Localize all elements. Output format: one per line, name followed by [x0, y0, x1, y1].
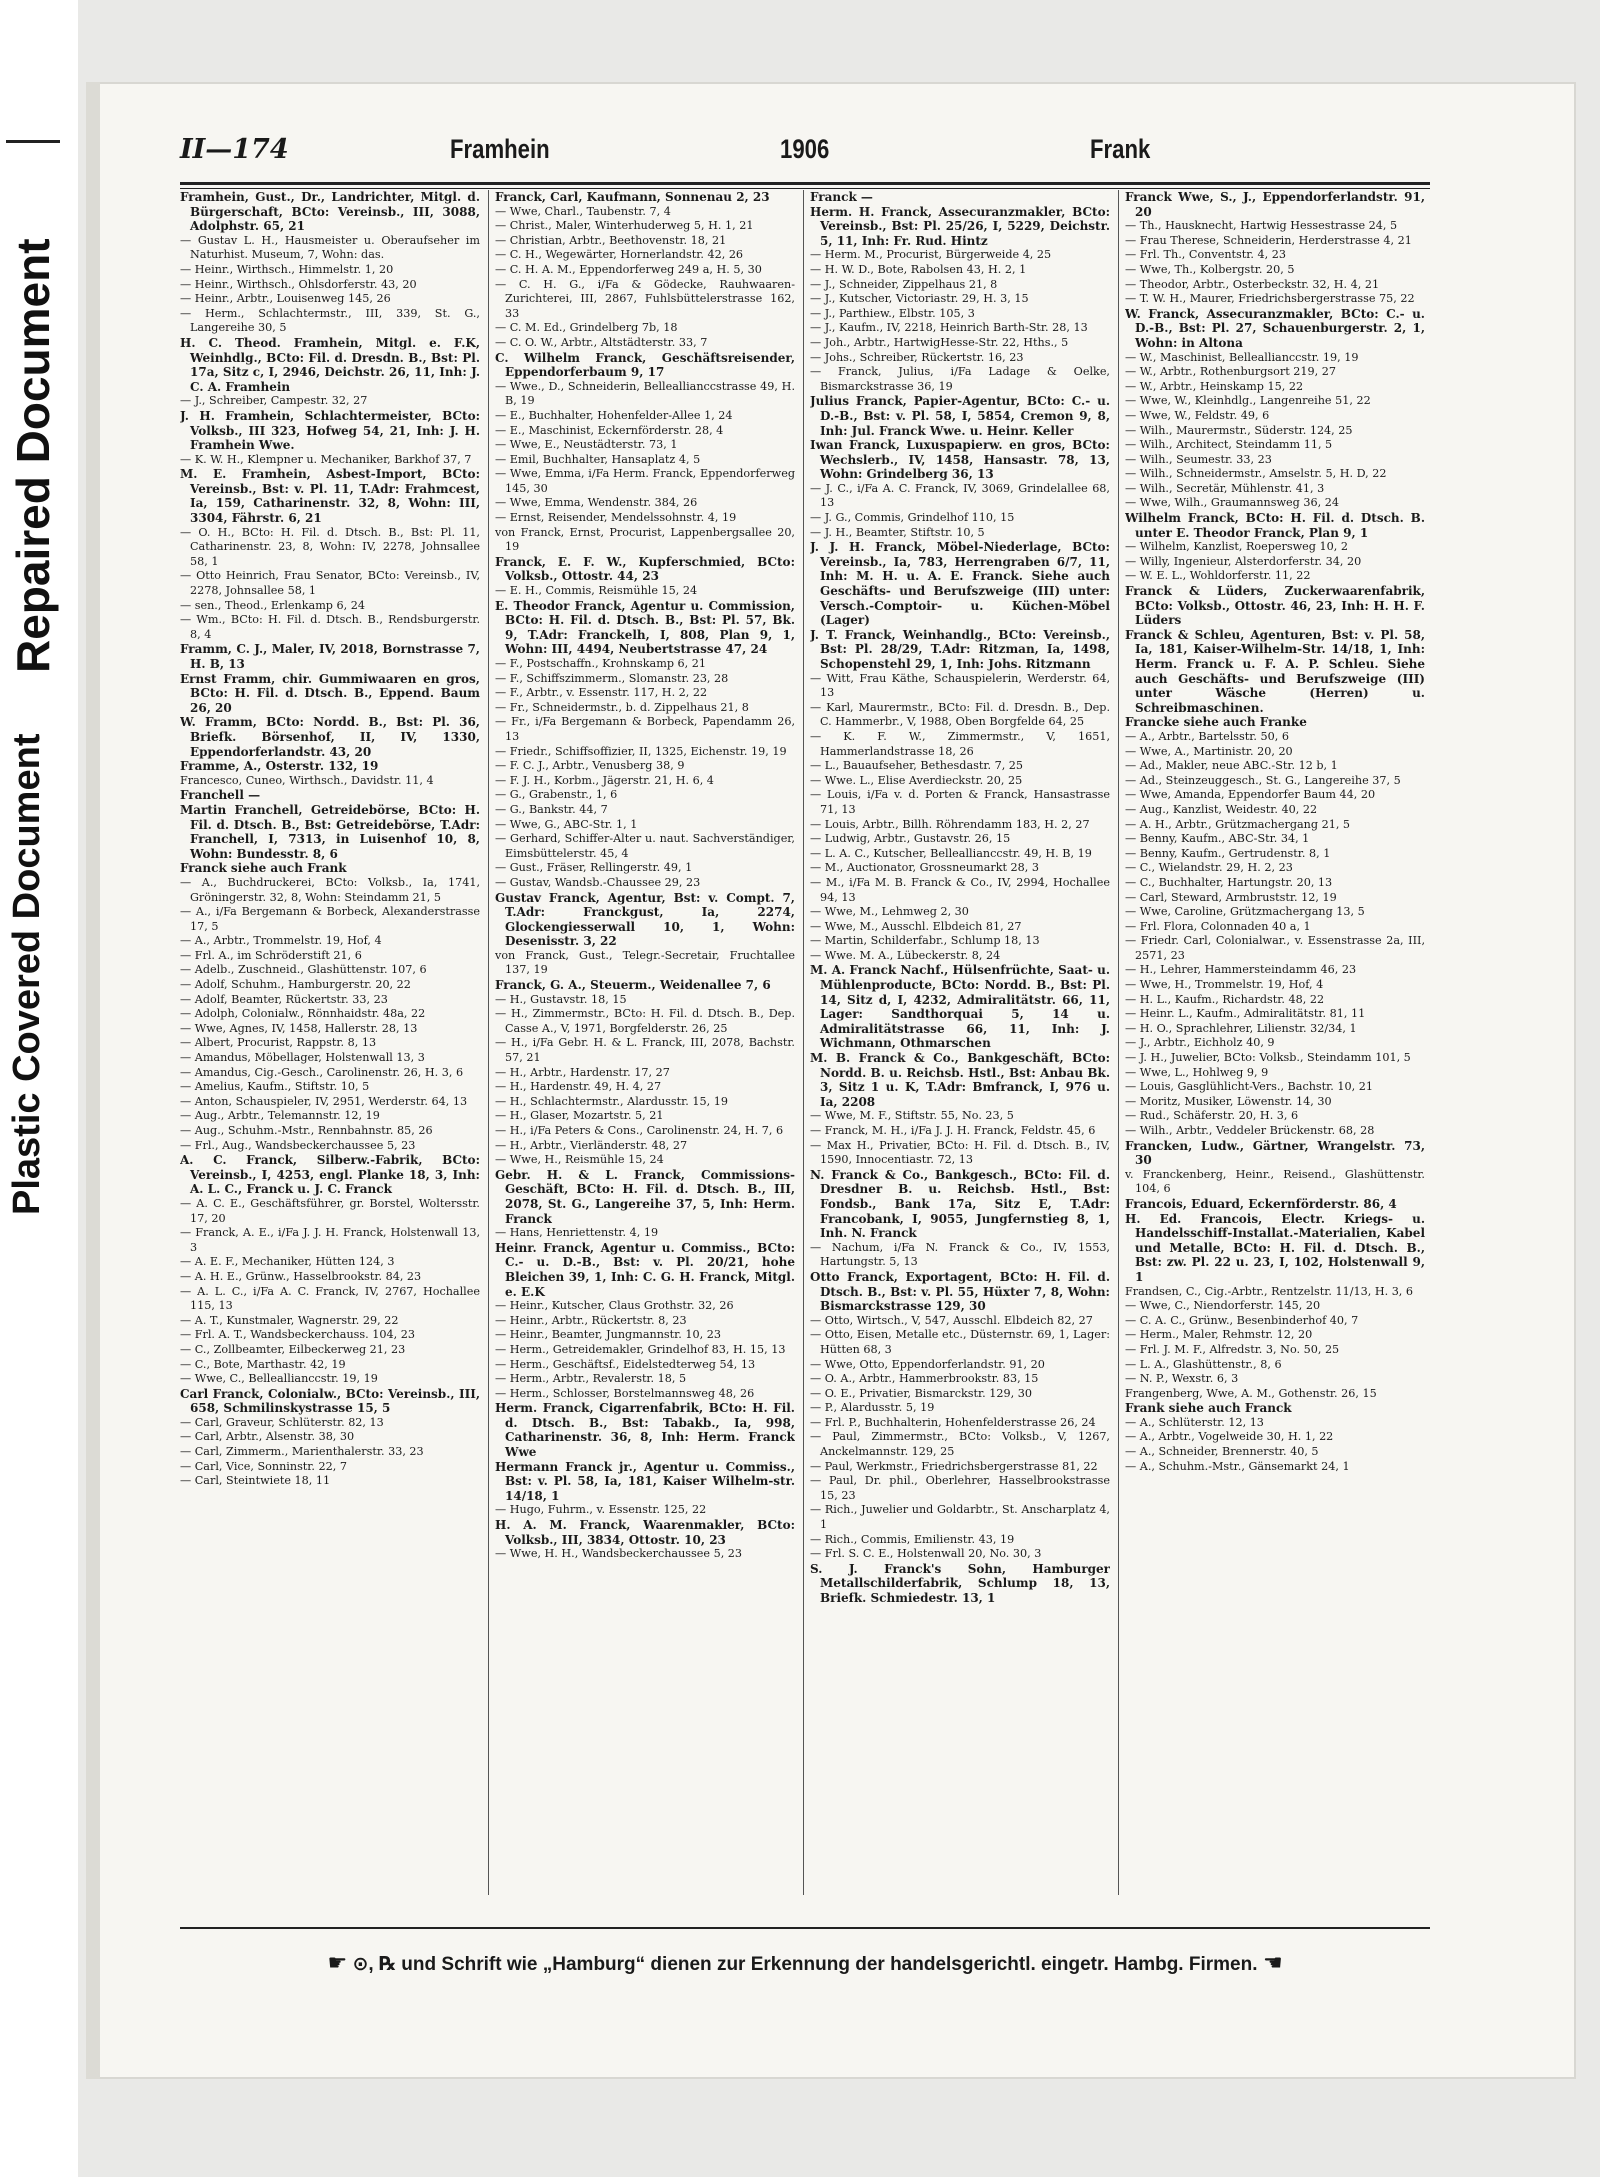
directory-entry: — Heinr., Wirthsch., Ohlsdorferstr. 43, 20 — [180, 277, 417, 291]
directory-entry: — Wwe, Amanda, Eppendorfer Baum 44, 20 — [1125, 788, 1376, 802]
directory-entry: — Wilh., Maurermstr., Süderstr. 124, 25 — [1125, 423, 1353, 437]
directory-entry: — Christian, Arbtr., Beethovenstr. 18, 21 — [495, 233, 727, 247]
directory-entry: — J. G., Commis, Grindelhof 110, 15 — [810, 511, 1015, 525]
directory-entry: — J., Kutscher, Victoriastr. 29, H. 3, 15 — [810, 292, 1029, 306]
directory-entry: J. H. Framhein, Schlachtermeister, BCto: Volksb., III 323, Hofweg 54, 21, Inh: J. H. Framhein Wwe. — [180, 408, 480, 453]
directory-entry: — A. H. E., Grünw., Hasselbrookstr. 84, 23 — [180, 1269, 422, 1283]
directory-entry: — Franck, Julius, i/Fa Ladage & Oelke, Bismarckstrasse 36, 19 — [810, 365, 1110, 393]
directory-entry: H. A. M. Franck, Waarenmakler, BCto: Volksb., III, 3834, Ottostr. 10, 23 — [495, 1518, 795, 1547]
directory-entry: — Wwe, A., Martinistr. 20, 20 — [1125, 744, 1293, 758]
directory-entry: — Moritz, Musiker, Löwenstr. 14, 30 — [1125, 1094, 1332, 1108]
directory-entry: — Rud., Schäferstr. 20, H. 3, 6 — [1125, 1109, 1299, 1123]
directory-entry: — M., i/Fa M. B. Franck & Co., IV, 2994, Hochallee 94, 13 — [810, 875, 1110, 904]
directory-entry: — Franck, M. H., i/Fa J. J. H. Franck, Feldstr. 45, 6 — [810, 1124, 1096, 1137]
directory-entry: — L. A. C., Kutscher, Belleallianccstr. 49, H. B, 19 — [810, 846, 1092, 860]
directory-entry: — Willy, Ingenieur, Alsterdorferstr. 34, 20 — [1125, 554, 1362, 568]
directory-entry: — M., Auctionator, Grossneumarkt 28, 3 — [810, 861, 1040, 875]
directory-entry: — Wwe, M., Lehmweg 2, 30 — [810, 905, 969, 919]
directory-entry: — Paul, Dr. phil., Oberlehrer, Hasselbrookstrasse 15, 23 — [810, 1474, 1110, 1502]
directory-entry: Heinr. Franck, Agentur u. Commiss., BCto: C.- u. D.-B., Bst: v. Pl. 20/21, hohe Bleichen 39, 1, Inh: C. G. H. Franck, Mitgl. e. E.K — [495, 1240, 795, 1299]
plastic-covered-document-label: Plastic Covered Document — [6, 733, 48, 1215]
directory-entry: — Frl. Th., Conventstr. 4, 23 — [1125, 248, 1286, 262]
directory-entry: — Max H., Privatier, BCto: H. Fil. d. Dtsch. B., IV, 1590, Innocentiastr. 72, 13 — [810, 1138, 1110, 1167]
directory-entry: Francken, Ludw., Gärtner, Wrangelstr. 73, 30 — [1125, 1138, 1425, 1168]
directory-entry: — Wwe, Emma, i/Fa Herm. Franck, Eppendorferweg 145, 30 — [495, 467, 795, 495]
directory-entry: — Franck, A. E., i/Fa J. J. H. Franck, Holstenwall 13, 3 — [180, 1226, 480, 1254]
directory-entry: Frandsen, C., Cig.-Arbtr., Rentzelstr. 11/13, H. 3, 6 — [1125, 1284, 1414, 1298]
directory-entry: — Hans, Henriettenstr. 4, 19 — [495, 1226, 659, 1240]
directory-entry: — Wwe, W., Kleinhdlg., Langenreihe 51, 22 — [1125, 394, 1371, 408]
directory-entry: — Wwe, C., Belleallianccstr. 19, 19 — [180, 1372, 378, 1386]
header-right-word: Frank — [1090, 134, 1151, 164]
directory-entry: — Adolf, Schuhm., Hamburgerstr. 20, 22 — [180, 978, 411, 992]
directory-entry: — Herm. M., Procurist, Bürgerweide 4, 25 — [810, 248, 1052, 262]
directory-entry: W. Franck, Assecuranzmakler, BCto: C.- u. D.-B., Bst: Pl. 27, Schauenburgerstr. 2, 1, Wohn: in Altona — [1125, 306, 1425, 350]
directory-entry: — Wwe, Otto, Eppendorferlandstr. 91, 20 — [810, 1357, 1045, 1371]
directory-entry: — Carl, Graveur, Schlüterstr. 82, 13 — [180, 1415, 384, 1429]
directory-entry: — Paul, Werkmstr., Friedrichsbergerstrasse 81, 22 — [810, 1459, 1098, 1473]
pointing-hand-icon: ☛ — [1262, 1950, 1283, 1975]
directory-entry: Frangenberg, Wwe, A. M., Gothenstr. 26, 15 — [1125, 1386, 1377, 1400]
directory-entry: — Gustav, Wandsb.-Chaussee 29, 23 — [495, 875, 701, 889]
directory-entry: — Wilh., Secretär, Mühlenstr. 41, 3 — [1125, 481, 1325, 495]
directory-entry: — A., Arbtr., Vogelweide 30, H. 1, 22 — [1125, 1430, 1334, 1444]
directory-entry: Iwan Franck, Luxuspapierw. en gros, BCto: Wechslerb., IV, 1458, Hansastr. 78, 13, Wohn: Grindelberg 36, 13 — [810, 438, 1110, 482]
directory-entry: — Amandus, Möbellager, Holstenwall 13, 3 — [180, 1051, 425, 1065]
directory-entry: — H., Lehrer, Hammersteindamm 46, 23 — [1125, 963, 1357, 977]
directory-entry: — Herm., Schlachtermstr., III, 339, St. G., Langereihe 30, 5 — [180, 306, 480, 335]
directory-entry: Frank siehe auch Franck — [1125, 1401, 1292, 1416]
directory-entry: — Nachum, i/Fa N. Franck & Co., IV, 1553, Hartungstr. 5, 13 — [810, 1240, 1110, 1269]
directory-entry: — C., Buchhalter, Hartungstr. 20, 13 — [1125, 875, 1333, 889]
directory-entry: — Albert, Procurist, Rappstr. 8, 13 — [180, 1036, 377, 1050]
directory-entry: — Louis, Gasglühlicht-Vers., Bachstr. 10, 21 — [1125, 1080, 1373, 1094]
directory-entry: Franck siehe auch Frank — [180, 861, 347, 876]
directory-entry: — C., Bote, Marthastr. 42, 19 — [180, 1357, 346, 1371]
directory-entry: — Herm., Geschäftsf., Eidelstedterweg 54, 13 — [495, 1357, 756, 1371]
directory-entry: — F. J. H., Korbm., Jägerstr. 21, H. 6, 4 — [495, 773, 714, 787]
directory-entry: — H., Schlachtermstr., Alardusstr. 15, 19 — [495, 1094, 728, 1108]
directory-entry: — Ad., Makler, neue ABC.-Str. 12 b, 1 — [1125, 759, 1338, 773]
header-left-word: Framhein — [450, 134, 550, 164]
directory-entry: — Wilh., Arbtr., Veddeler Brückenstr. 68, 28 — [1125, 1124, 1375, 1137]
directory-entry: — Wwe, M., Ausschl. Elbdeich 81, 27 — [810, 919, 1022, 933]
directory-entry: — A., Schlüterstr. 12, 13 — [1125, 1415, 1264, 1429]
directory-entry: Gustav Franck, Agentur, Bst: v. Compt. 7, T.Adr: Franckgust, Ia, 2274, Glockengiesserwall 10, 1, Wohn: Desenisstr. 3, 22 — [495, 890, 795, 949]
directory-entry: — Frl. S. C. E., Holstenwall 20, No. 30, 3 — [810, 1547, 1042, 1561]
directory-entry: — Wwe, L., Hohlweg 9, 9 — [1125, 1065, 1269, 1079]
side-strip — [0, 0, 78, 2177]
directory-entry: A. C. Franck, Silberw.-Fabrik, BCto: Vereinsb., I, 4253, engl. Planke 18, 3, Inh: A. L. C., Franck u. J. C. Franck — [180, 1153, 480, 1197]
directory-entry: — H. L., Kaufm., Richardstr. 48, 22 — [1125, 992, 1325, 1006]
header-rule-thin — [180, 188, 1430, 189]
directory-entry: — Otto Heinrich, Frau Senator, BCto: Vereinsb., IV, 2278, Johnsallee 58, 1 — [180, 569, 480, 598]
directory-entry: — N. P., Wexstr. 6, 3 — [1125, 1372, 1239, 1386]
directory-entry: — Frau Therese, Schneiderin, Herderstrasse 4, 21 — [1125, 233, 1412, 247]
directory-entry: — Wilh., Seumestr. 33, 23 — [1125, 452, 1272, 466]
footer-rule — [180, 1927, 1430, 1929]
directory-entry: von Franck, Gust., Telegr.-Secretair, Fruchtallee 137, 19 — [495, 948, 795, 977]
directory-entry: — Wwe, E., Neustädterstr. 73, 1 — [495, 438, 678, 452]
directory-entry: — Johs., Schreiber, Rückertstr. 16, 23 — [810, 350, 1024, 364]
directory-entry: von Franck, Ernst, Procurist, Lappenbergsallee 20, 19 — [495, 525, 795, 554]
directory-entry: — J., Arbtr., Eichholz 40, 9 — [1125, 1036, 1275, 1050]
directory-entry: — A. T., Kunstmaler, Wagnerstr. 29, 22 — [180, 1313, 399, 1327]
directory-entry: — Theodor, Arbtr., Osterbeckstr. 32, H. 4, 21 — [1125, 277, 1380, 291]
directory-entry: — Herm., Getreidemakler, Grindelhof 83, H. 15, 13 — [495, 1342, 786, 1356]
directory-entry: — J. C., i/Fa A. C. Franck, IV, 3069, Grindelallee 68, 13 — [810, 481, 1110, 510]
directory-entry: — A., Schuhm.-Mstr., Gänsemarkt 24, 1 — [1125, 1459, 1350, 1473]
directory-entry: — H., Arbtr., Hardenstr. 17, 27 — [495, 1065, 670, 1079]
directory-entry: — C. A. C., Grünw., Besenbinderhof 40, 7 — [1125, 1313, 1359, 1327]
directory-entry: — G., Bankstr. 44, 7 — [495, 802, 608, 816]
directory-entry: — Heinr., Beamter, Jungmannstr. 10, 23 — [495, 1328, 721, 1342]
directory-entry: — Gustav L. H., Hausmeister u. Oberaufseher im Naturhist. Museum, 7, Wohn: das. — [180, 233, 480, 262]
directory-entry: — Herm., Schlosser, Borstelmannsweg 48, 26 — [495, 1386, 755, 1400]
directory-entry: — Aug., Schuhm.-Mstr., Rennbahnstr. 85, 26 — [180, 1124, 433, 1137]
directory-entry: — Benny, Kaufm., Gertrudenstr. 8, 1 — [1125, 846, 1331, 860]
directory-entry: — K. W. H., Klempner u. Mechaniker, Barkhof 37, 7 — [180, 452, 472, 466]
directory-entry: — Carl, Steward, Armbruststr. 12, 19 — [1125, 890, 1337, 904]
page-footer — [190, 1950, 1420, 1986]
directory-entry: — A., Buchdruckerei, BCto: Volksb., Ia, 1741, Gröningerstr. 32, 8, Wohn: Steindamm 21, 5 — [180, 875, 480, 904]
directory-entry: — C. H. G., i/Fa & Gödecke, Rauhwaaren-Zurichterei, III, 2867, Fuhlsbüttelerstrasse 162, 33 — [495, 277, 795, 320]
directory-entry: — H., Gustavstr. 18, 15 — [495, 992, 627, 1006]
directory-entry: Martin Franchell, Getreidebörse, BCto: H. Fil. d. Dtsch. B., Bst: Getreidebörse, T.Adr: Franchell, I, 7313, in Luisenhof 10, 8, Wohn: Bundesstr. 8, 6 — [180, 802, 480, 861]
directory-entry: — W., Arbtr., Heinskamp 15, 22 — [1125, 379, 1304, 393]
directory-entry: Franck, G. A., Steuerm., Weidenallee 7, 6 — [495, 978, 771, 993]
directory-entry: — Wilh., Schneidermstr., Amselstr. 5, H. D, 22 — [1125, 467, 1387, 481]
repaired-document-label: Repaired Document — [6, 140, 60, 673]
directory-entry: Wilhelm Franck, BCto: H. Fil. d. Dtsch. B. unter E. Theodor Franck, Plan 9, 1 — [1125, 511, 1425, 540]
directory-entry: — F., Schiffszimmerm., Slomanstr. 23, 28 — [495, 671, 729, 685]
directory-entry: Herm. H. Franck, Assecuranzmakler, BCto: Vereinsb., Bst: Pl. 25/26, I, 5229, Deichstr. 5, 11, Inh: Fr. Rud. Hintz — [810, 204, 1110, 248]
directory-entry: — Adolf, Beamter, Rückertstr. 33, 23 — [180, 992, 388, 1006]
directory-entry: Framme, A., Osterstr. 132, 19 — [180, 759, 379, 774]
directory-entry: — E. H., Commis, Reismühle 15, 24 — [495, 584, 698, 598]
directory-columns — [180, 190, 1430, 1895]
directory-entry: — Heinr., Arbtr., Rückertstr. 8, 23 — [495, 1313, 687, 1327]
directory-entry: M. B. Franck & Co., Bankgeschäft, BCto: Nordd. B. u. Reichsb. Hstl., Bst: Anbau Bk. 3, Sitz 1 u. K, T.Adr: Bmfranck, I, 976 u. Ia, 2208 — [810, 1051, 1110, 1109]
directory-entry: — A., i/Fa Bergemann & Borbeck, Alexanderstrasse 17, 5 — [180, 905, 480, 933]
directory-entry: — sen., Theod., Erlenkamp 6, 24 — [180, 598, 365, 612]
directory-entry: — E., Maschinist, Eckernförderstr. 28, 4 — [495, 423, 724, 437]
directory-entry: — Gust., Fräser, Rellingerstr. 49, 1 — [495, 861, 693, 875]
directory-entry: — Wwe, Wilh., Graumannsweg 36, 24 — [1125, 496, 1339, 510]
directory-entry: — Wwe, H. H., Wandsbeckerchaussee 5, 23 — [495, 1547, 743, 1561]
directory-entry: — H., Hardenstr. 49, H. 4, 27 — [495, 1080, 662, 1094]
directory-entry: — Wilhelm, Kanzlist, Roepersweg 10, 2 — [1125, 540, 1348, 554]
directory-entry: — Ad., Steinzeuggesch., St. G., Langereihe 37, 5 — [1125, 773, 1401, 787]
directory-entry: — Wm., BCto: H. Fil. d. Dtsch. B., Rendsburgerstr. 8, 4 — [180, 613, 480, 641]
directory-entry: — Wwe. M. A., Lübeckerstr. 8, 24 — [810, 948, 1001, 962]
directory-entry: — Otto, Eisen, Metalle etc., Düsternstr. 69, 1, Lager: Hütten 68, 3 — [810, 1328, 1110, 1356]
directory-entry: — Friedr., Schiffsoffizier, II, 1325, Eichenstr. 19, 19 — [495, 744, 787, 758]
directory-entry: — Heinr. L., Kaufm., Admiralitätstr. 81, 11 — [1125, 1007, 1366, 1021]
column-3 — [810, 190, 1110, 1895]
directory-entry: — Wwe., D., Schneiderin, Belleallianccstrasse 49, H. B, 19 — [495, 379, 795, 408]
directory-entry: — J. H., Beamter, Stiftstr. 10, 5 — [810, 525, 985, 539]
directory-entry: — J., Schneider, Zippelhaus 21, 8 — [810, 277, 998, 291]
directory-entry: Gebr. H. & L. Franck, Commissions-Geschäft, BCto: H. Fil. d. Dtsch. B., III, 2078, St. G., Langereihe 37, 5, Inh: Herm. Franck — [495, 1167, 795, 1226]
directory-entry: — H., Arbtr., Vierländerstr. 48, 27 — [495, 1138, 688, 1152]
directory-entry: J. T. Franck, Weinhandlg., BCto: Vereinsb., Bst: Pl. 28/29, T.Adr: Ritzman, Ia, 1498, Schopenstehl 29, 1, Inh: Johs. Ritzmann — [810, 627, 1110, 671]
directory-entry: — O. H., BCto: H. Fil. d. Dtsch. B., Bst: Pl. 11, Catharinenstr. 23, 8, Wohn: IV, 2278, Johnsallee 58, 1 — [180, 525, 480, 568]
directory-entry: Franck, Carl, Kaufmann, Sonnenau 2, 23 — [495, 190, 770, 204]
directory-entry: — Herm., Maler, Rehmstr. 12, 20 — [1125, 1328, 1313, 1342]
directory-entry: — J., Schreiber, Campestr. 32, 27 — [180, 394, 368, 408]
page-header — [180, 128, 1430, 178]
directory-entry: Franchell — — [180, 788, 261, 803]
directory-entry: — Wwe, H., Trommelstr. 19, Hof, 4 — [1125, 978, 1324, 992]
directory-entry: Franck — — [810, 190, 873, 204]
directory-entry: — Wwe, H., Reismühle 15, 24 — [495, 1153, 664, 1167]
directory-entry: — H., Glaser, Mozartstr. 5, 21 — [495, 1109, 664, 1123]
directory-entry: — Karl, Maurermstr., BCto: Fil. d. Dresdn. B., Dep. C. Hammerbr., V, 1988, Oben Borgfelde 64, 25 — [810, 700, 1110, 729]
header-rule — [180, 182, 1430, 185]
directory-entry: — Wwe, Emma, Wendenstr. 384, 26 — [495, 496, 698, 510]
directory-entry: — Amelius, Kaufm., Stiftstr. 10, 5 — [180, 1080, 370, 1094]
directory-entry: — Witt, Frau Käthe, Schauspielerin, Werderstr. 64, 13 — [810, 671, 1110, 700]
directory-entry: — Heinr., Wirthsch., Himmelstr. 1, 20 — [180, 262, 394, 276]
directory-entry: — C., Zollbeamter, Eilbeckerweg 21, 23 — [180, 1342, 406, 1356]
pointing-hand-icon: ☛ — [327, 1950, 348, 1975]
directory-entry: — H. W. D., Bote, Rabolsen 43, H. 2, 1 — [810, 262, 1027, 276]
directory-entry: — H., i/Fa Peters & Cons., Carolinenstr. 24, H. 7, 6 — [495, 1124, 784, 1137]
directory-entry: Franck, E. F. W., Kupferschmied, BCto: Volksb., Ottostr. 44, 23 — [495, 554, 795, 584]
header-year: 1906 — [780, 134, 830, 164]
directory-entry: J. J. H. Franck, Möbel-Niederlage, BCto: Vereinsb., Ia, 783, Herrengraben 6/7, 11, Inh: M. H. u. A. E. Franck. Siehe auch Geschäfts- und Berufszweige (III) unter: Versch.-Comptoir- u. Küchen-Möbel (Lager) — [810, 540, 1110, 628]
directory-entry: — Frl., Aug., Wandsbeckerchaussee 5, 23 — [180, 1138, 416, 1152]
directory-entry: Francke siehe auch Franke — [1125, 715, 1307, 730]
directory-entry: — Adelb., Zuschneid., Glashüttenstr. 107, 6 — [180, 963, 427, 977]
directory-entry: — Carl, Arbtr., Alsenstr. 38, 30 — [180, 1430, 355, 1444]
directory-entry: — Wwe, M. F., Stiftstr. 55, No. 23, 5 — [810, 1109, 1014, 1123]
directory-entry: M. A. Franck Nachf., Hülsenfrüchte, Saat- u. Mühlenproducte, BCto: Nordd. B., Bst: Pl. 14, Sitz d, I, 4232, Admiralitätstr. 66, 11, Lager: Sandthorquai 5, 14 u. Admiralitätstrasse 66, 11, Inh: J. Wichmann, Othmarschen — [810, 963, 1110, 1051]
directory-entry: — Fr., i/Fa Bergemann & Borbeck, Papendamm 26, 13 — [495, 715, 795, 743]
directory-entry: — Wwe, Agnes, IV, 1458, Hallerstr. 28, 13 — [180, 1021, 418, 1035]
directory-entry: — Amandus, Cig.-Gesch., Carolinenstr. 26, H. 3, 6 — [180, 1065, 464, 1079]
directory-entry: — Paul, Zimmermstr., BCto: Volksb., V, 1267, Anckelmannstr. 129, 25 — [810, 1430, 1110, 1459]
directory-entry: v. Franckenberg, Heinr., Reisend., Glashüttenstr. 104, 6 — [1125, 1167, 1425, 1196]
directory-entry: — Frl. A. T., Wandsbeckerchauss. 104, 23 — [180, 1328, 415, 1342]
directory-entry: C. Wilhelm Franck, Geschäftsreisender, Eppendorferbaum 9, 17 — [495, 350, 795, 380]
directory-entry: S. J. Franck's Sohn, Hamburger Metallschilderfabrik, Schlump 18, 13, Briefk. Schmiedestr. 13, 1 — [810, 1561, 1110, 1605]
directory-entry: — H. O., Sprachlehrer, Lilienstr. 32/34, 1 — [1125, 1021, 1357, 1035]
directory-entry: — Wwe. L., Elise Averdieckstr. 20, 25 — [810, 773, 1023, 787]
directory-entry: Francois, Eduard, Eckernförderstr. 86, 4 — [1125, 1196, 1397, 1211]
directory-entry: — Emil, Buchhalter, Hansaplatz 4, 5 — [495, 452, 701, 466]
directory-entry: — Wwe, Caroline, Grützmachergang 13, 5 — [1125, 905, 1365, 919]
directory-entry: — H., i/Fa Gebr. H. & L. Franck, III, 2078, Bachstr. 57, 21 — [495, 1036, 795, 1065]
directory-entry: — C. M. Ed., Grindelberg 7b, 18 — [495, 321, 678, 335]
directory-entry: — J. H., Juwelier, BCto: Volksb., Steindamm 101, 5 — [1125, 1051, 1411, 1065]
directory-entry: — H., Zimmermstr., BCto: H. Fil. d. Dtsch. B., Dep. Casse A., V, 1971, Borgfelderstr. 26, 25 — [495, 1007, 795, 1035]
directory-entry: — Carl, Zimmerm., Marienthalerstr. 33, 23 — [180, 1445, 424, 1459]
directory-entry: — F., Postschaffn., Krohnskamp 6, 21 — [495, 657, 707, 670]
directory-entry: W. Framm, BCto: Nordd. B., Bst: Pl. 36, Briefk. Börsenhof, II, IV, 1330, Eppendorferlandstr. 43, 20 — [180, 715, 480, 759]
directory-entry: — Frl. Flora, Colonnaden 40 a, 1 — [1125, 919, 1311, 933]
directory-entry: — A., Arbtr., Bartelsstr. 50, 6 — [1125, 729, 1289, 743]
footer-text: ⊙, ℞ und Schrift wie „Hamburg“ dienen zur Erkennung der handelsgerichtl. eingetr. Hambg. Firmen. — [352, 1954, 1258, 1975]
directory-entry: — Christ., Maler, Winterhuderweg 5, H. 1, 21 — [495, 219, 754, 233]
directory-entry: — Aug., Arbtr., Telemannstr. 12, 19 — [180, 1109, 380, 1123]
directory-entry: Carl Franck, Colonialw., BCto: Vereinsb., III, 658, Schmilinskystrasse 15, 5 — [180, 1386, 480, 1416]
directory-entry: Franck & Lüders, Zuckerwaarenfabrik, BCto: Volksb., Ottostr. 46, 23, Inh: H. H. F. Lüders — [1125, 584, 1425, 628]
directory-entry: Franck & Schleu, Agenturen, Bst: v. Pl. 58, Ia, 181, Kaiser-Wilhelm-Str. 14/18, 1, Inh: Herm. Franck u. F. A. P. Schleu. Siehe auch Geschäfts- und Berufszweige (III) unter Wäsche (Herren) u. Schreibmaschinen. — [1125, 627, 1425, 715]
directory-entry: — Wwe, C., Niendorferstr. 145, 20 — [1125, 1299, 1321, 1313]
directory-entry: — Otto, Wirtsch., V, 547, Ausschl. Elbdeich 82, 27 — [810, 1313, 1093, 1327]
directory-entry: — Heinr., Arbtr., Louisenweg 145, 26 — [180, 292, 391, 306]
directory-entry: — A. C. E., Geschäftsführer, gr. Borstel, Woltersstr. 17, 20 — [180, 1196, 480, 1225]
directory-entry: — G., Grabenstr., 1, 6 — [495, 788, 618, 802]
directory-entry: — Wwe, Charl., Taubenstr. 7, 4 — [495, 204, 671, 218]
directory-entry: Ernst Framm, chir. Gummiwaaren en gros, BCto: H. Fil. d. Dtsch. B., Eppend. Baum 26, 20 — [180, 671, 480, 715]
directory-entry: — Louis, i/Fa v. d. Porten & Franck, Hansastrasse 71, 13 — [810, 788, 1110, 816]
directory-entry: — Gerhard, Schiffer-Alter u. naut. Sachverständiger, Eimsbüttelerstr. 45, 4 — [495, 832, 795, 860]
directory-entry: Framhein, Gust., Dr., Landrichter, Mitgl. d. Bürgerschaft, BCto: Vereinsb., III, 3088, Adolphstr. 65, 21 — [180, 190, 480, 234]
page-edge — [86, 82, 100, 2079]
directory-entry: — C. O. W., Arbtr., Altstädterstr. 33, 7 — [495, 335, 708, 349]
directory-entry: — A. L. C., i/Fa A. C. Franck, IV, 2767, Hochallee 115, 13 — [180, 1284, 480, 1313]
directory-entry: E. Theodor Franck, Agentur u. Commission, BCto: H. Fil. d. Dtsch. B., Bst: Pl. 57, Bk. 9, T.Adr: Franckelh, I, 808, Plan 9, 1, Wohn: III, 4494, Neubertstrasse 47, 24 — [495, 598, 795, 657]
directory-entry: — Rich., Juwelier und Goldarbtr., St. Anscharplatz 4, 1 — [810, 1503, 1110, 1532]
directory-entry: — W., Arbtr., Rothenburgsort 219, 27 — [1125, 365, 1336, 379]
directory-entry: — Carl, Steintwiete 18, 11 — [180, 1474, 331, 1488]
directory-entry: — K. F. W., Zimmermstr., V, 1651, Hammerlandstrasse 18, 26 — [810, 729, 1110, 758]
directory-entry: — Heinr., Kutscher, Claus Grothstr. 32, 26 — [495, 1299, 734, 1313]
directory-entry: H. Ed. Francois, Electr. Kriegs- u. Handelsschiff-Installat.-Materialien, Kabel und Metalle, BCto: H. Fil. d. Dtsch. B., Bst: zw. Pl. 22 u. 23, I, 102, Holstenwall 9, 1 — [1125, 1211, 1425, 1284]
directory-entry: — A., Schneider, Brennerstr. 40, 5 — [1125, 1445, 1319, 1459]
directory-entry: Francesco, Cuneo, Wirthsch., Davidstr. 11, 4 — [180, 773, 434, 787]
directory-entry: Julius Franck, Papier-Agentur, BCto: C.- u. D.-B., Bst: v. Pl. 58, I, 5854, Cremon 9, 8, Inh: Jul. Franck Wwe. u. Heinr. Keller — [810, 394, 1110, 438]
directory-entry: — Wwe, G., ABC-Str. 1, 1 — [495, 817, 638, 831]
directory-entry: — T. W. H., Maurer, Friedrichsbergerstrasse 75, 22 — [1125, 292, 1415, 306]
directory-entry: — Joh., Arbtr., HartwigHesse-Str. 22, Hths., 5 — [810, 335, 1069, 349]
directory-entry: — Wwe, Th., Kolbergstr. 20, 5 — [1125, 262, 1295, 276]
directory-entry: — Th., Hausknecht, Hartwig Hessestrasse 24, 5 — [1125, 219, 1398, 233]
directory-entry: — Louis, Arbtr., Billh. Röhrendamm 183, H. 2, 27 — [810, 817, 1090, 831]
directory-entry: — C. H. A. M., Eppendorferweg 249 a, H. 5, 30 — [495, 262, 762, 276]
directory-entry: — O. E., Privatier, Bismarckstr. 129, 30 — [810, 1386, 1032, 1400]
directory-entry: — Wilh., Architect, Steindamm 11, 5 — [1125, 438, 1333, 452]
directory-entry: N. Franck & Co., Bankgesch., BCto: Fil. d. Dresdner B. u. Reichsb. Hstl., Bst: Fondsb., Bank 17a, Sitz E, T.Adr: Francobank, I, 9055, Jungfernstieg 8, 1, Inh. N. Franck — [810, 1167, 1110, 1241]
directory-entry: — A. E. F., Mechaniker, Hütten 124, 3 — [180, 1255, 395, 1269]
directory-entry: Franck Wwe, S., J., Eppendorferlandstr. 91, 20 — [1125, 190, 1425, 219]
directory-entry: — Carl, Vice, Sonninstr. 22, 7 — [180, 1459, 347, 1473]
column-4 — [1125, 190, 1425, 1895]
directory-entry: — Frl. P., Buchhalterin, Hohenfelderstrasse 26, 24 — [810, 1415, 1096, 1429]
directory-entry: — Wwe, W., Feldstr. 49, 6 — [1125, 408, 1270, 422]
directory-entry: M. E. Framhein, Asbest-Import, BCto: Vereinsb., Bst: v. Pl. 11, T.Adr: Frahmcest, Ia, 159, Catharinenstr. 32, 8, Wohn: III, 3304, Fährstr. 6, 21 — [180, 467, 480, 526]
directory-entry: Hermann Franck jr., Agentur u. Commiss., Bst: v. Pl. 58, Ia, 181, Kaiser Wilhelm-str. 14/18, 1 — [495, 1459, 795, 1503]
directory-entry: — Hugo, Fuhrm., v. Essenstr. 125, 22 — [495, 1503, 707, 1517]
directory-entry: — Herm., Arbtr., Revalerstr. 18, 5 — [495, 1372, 687, 1386]
directory-entry: Herm. Franck, Cigarrenfabrik, BCto: H. Fil. d. Dtsch. B., Bst: Tabakb., Ia, 998, Catharinenstr. 36, 8, Inh: Herm. Franck Wwe — [495, 1401, 795, 1460]
directory-entry: — C. H., Wegewärter, Hornerlandstr. 42, 26 — [495, 248, 744, 262]
directory-entry: — Martin, Schilderfabr., Schlump 18, 13 — [810, 934, 1040, 948]
directory-entry: — Frl. J. M. F., Alfredstr. 3, No. 50, 25 — [1125, 1342, 1340, 1356]
directory-entry: — F. C. J., Arbtr., Venusberg 38, 9 — [495, 759, 685, 773]
directory-entry: — C., Wielandstr. 29, H. 2, 23 — [1125, 861, 1293, 875]
directory-entry: — O. A., Arbtr., Hammerbrookstr. 83, 15 — [810, 1372, 1039, 1386]
directory-entry: — Friedr. Carl, Colonialwar., v. Essenstrasse 2a, III, 2571, 23 — [1125, 934, 1425, 962]
directory-entry: — Fr., Schneidermstr., b. d. Zippelhaus 21, 8 — [495, 700, 749, 714]
directory-entry: — L. A., Glashüttenstr., 8, 6 — [1125, 1357, 1282, 1371]
directory-entry: — L., Bauaufseher, Bethesdastr. 7, 25 — [810, 759, 1024, 773]
directory-entry: H. C. Theod. Framhein, Mitgl. e. F.K, Weinhdlg., BCto: Fil. d. Dresdn. B., Bst: Pl. 17a, Sitz c, I, 2946, Deichstr. 26, 11, Inh: J. C. A. Framhein — [180, 335, 480, 394]
directory-entry: — J., Parthiew., Elbstr. 105, 3 — [810, 306, 975, 320]
page-number: II—174 — [180, 134, 289, 165]
directory-entry: — Frl. A., im Schröderstift 21, 6 — [180, 948, 362, 962]
directory-entry: — Adolph, Colonialw., Rönnhaidstr. 48a, 22 — [180, 1007, 426, 1021]
directory-entry: — Anton, Schauspieler, IV, 2951, Werderstr. 64, 13 — [180, 1094, 468, 1108]
directory-entry: — Ernst, Reisender, Mendelssohnstr. 4, 19 — [495, 511, 737, 525]
directory-entry: — F., Arbtr., v. Essenstr. 117, H. 2, 22 — [495, 686, 708, 700]
directory-entry: — J., Kaufm., IV, 2218, Heinrich Barth-Str. 28, 13 — [810, 321, 1088, 335]
directory-entry: — W., Maschinist, Belleallianccstr. 19, 19 — [1125, 350, 1359, 364]
directory-entry: — E., Buchhalter, Hohenfelder-Allee 1, 24 — [495, 408, 733, 422]
directory-entry: — Ludwig, Arbtr., Gustavstr. 26, 15 — [810, 832, 1011, 846]
directory-entry: — W. E. L., Wohldorferstr. 11, 22 — [1125, 569, 1311, 583]
directory-entry: — P., Alardusstr. 5, 19 — [810, 1401, 935, 1415]
directory-entry: — Rich., Commis, Emilienstr. 43, 19 — [810, 1532, 1015, 1546]
directory-entry: — Aug., Kanzlist, Weidestr. 40, 22 — [1125, 802, 1318, 816]
directory-entry: — A. H., Arbtr., Grützmachergang 21, 5 — [1125, 817, 1351, 831]
directory-entry: — A., Arbtr., Trommelstr. 19, Hof, 4 — [180, 934, 382, 948]
directory-entry: Otto Franck, Exportagent, BCto: H. Fil. d. Dtsch. B., Bst: v. Pl. 55, Hüxter 7, 8, Wohn: Bismarckstrasse 129, 30 — [810, 1269, 1110, 1314]
column-1 — [180, 190, 480, 1895]
column-2 — [495, 190, 795, 1895]
directory-entry: — Benny, Kaufm., ABC-Str. 34, 1 — [1125, 832, 1310, 846]
directory-entry: Framm, C. J., Maler, IV, 2018, Bornstrasse 7, H. B, 13 — [180, 642, 480, 671]
